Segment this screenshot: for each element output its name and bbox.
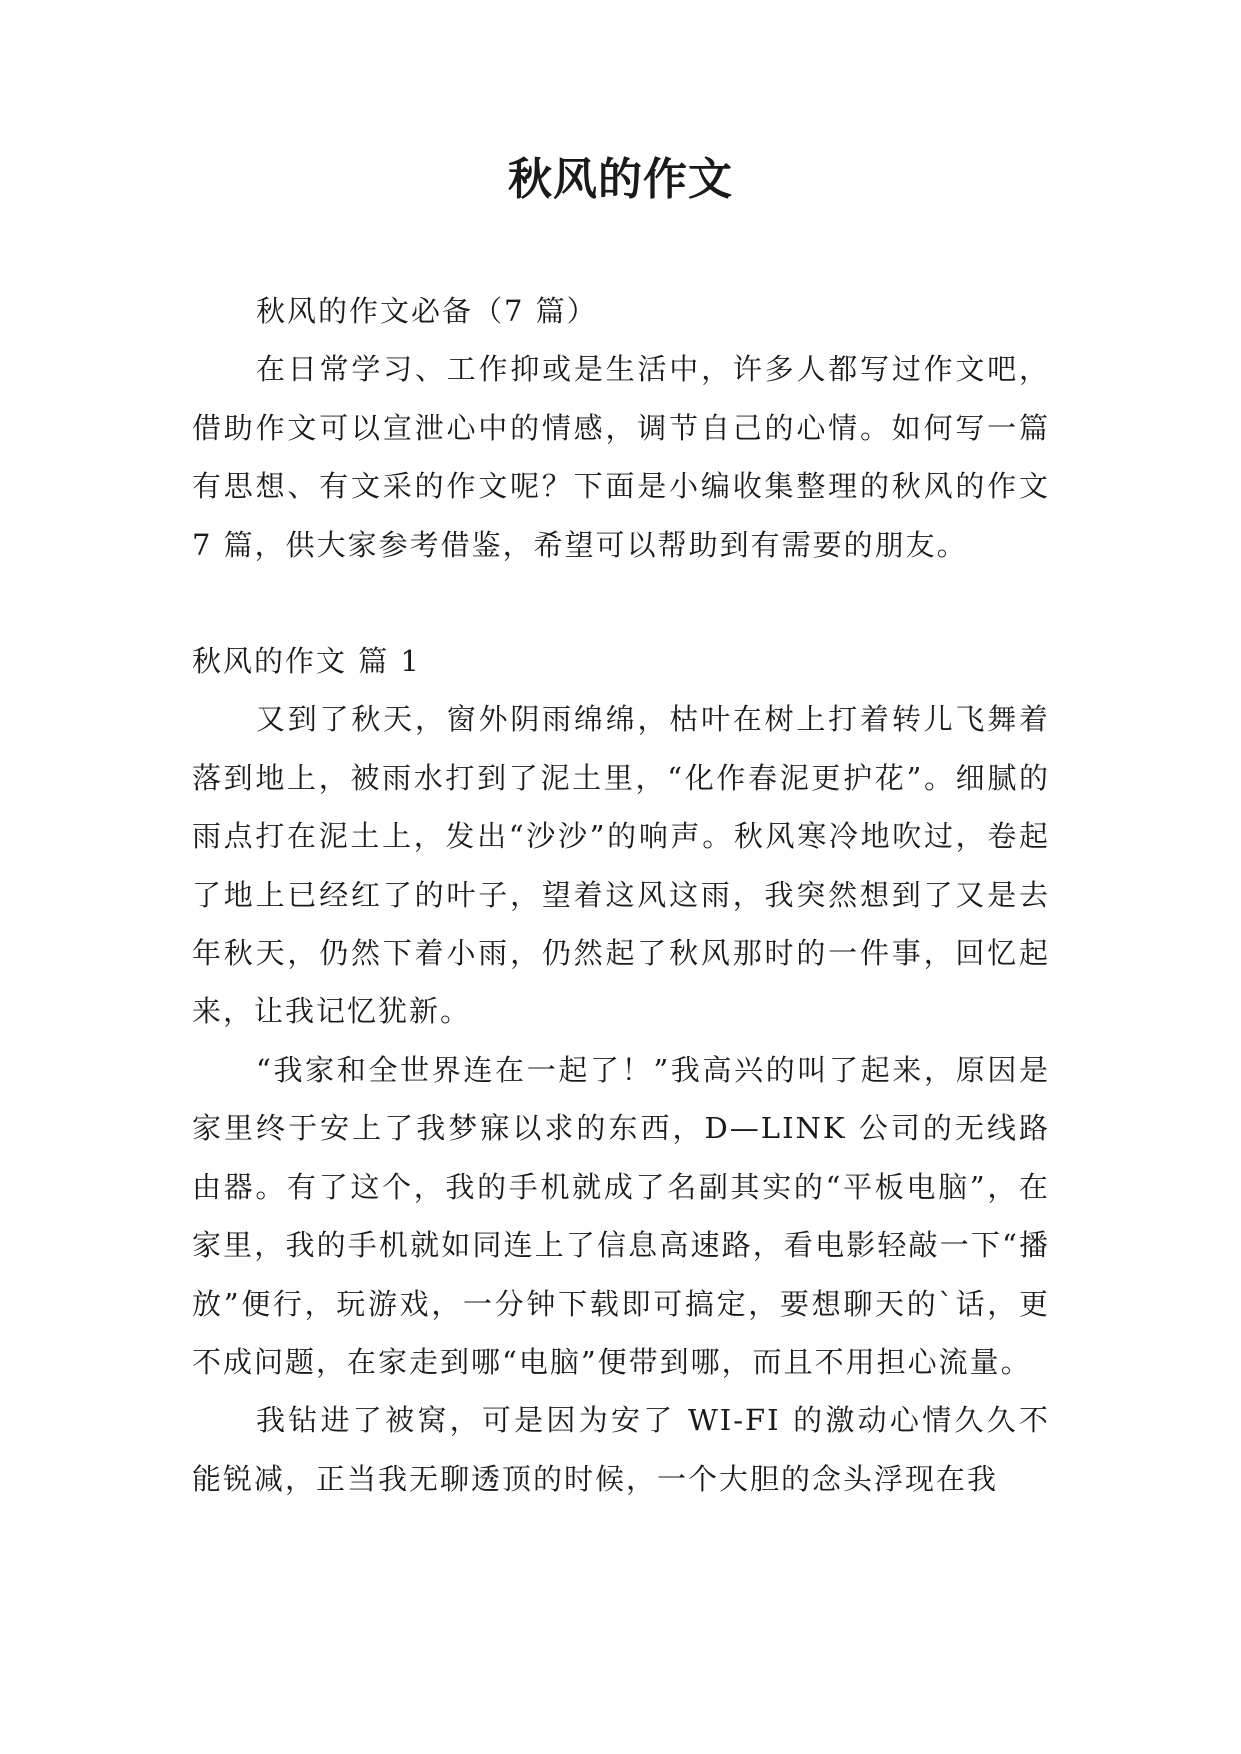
intro-paragraph: 在日常学习、工作抑或是生活中，许多人都写过作文吧，借助作文可以宣泄心中的情感，调节自己的心情。如何写一篇有思想、有文采的作文呢？下面是小编收集整理的秋风的作文 7 篇，供大家参考借鉴，希望可以帮助到有需要的朋友。 — [192, 352, 1050, 562]
body-paragraph-1: 又到了秋天，窗外阴雨绵绵，枯叶在树上打着转儿飞舞着落到地上，被雨水打到了泥土里，“化作春泥更护花”。细腻的雨点打在泥土上，发出“沙沙”的响声。秋风寒冷地吹过，卷起了地上已经红了的叶子，望着这风这雨，我突然想到了又是去年秋天，仍然下着小雨，仍然起了秋风那时的一件事，回忆起来，让我记忆犹新。 — [192, 702, 1050, 1029]
body-paragraph-3: 我钻进了被窝，可是因为安了 WI-FI 的激动心情久久不能锐减，正当我无聊透顶的时候，一个大胆的念头浮现在我 — [192, 1403, 1050, 1496]
document-subtitle: 秋风的作文必备（7 篇） — [256, 294, 598, 328]
section-heading: 秋风的作文 篇 1 — [192, 644, 421, 679]
section-spacer — [192, 574, 1050, 632]
body-paragraph-2: “我家和全世界连在一起了！”我高兴的叫了起来，原因是家里终于安上了我梦寐以求的东西，D—LINK 公司的无线路由器。有了这个，我的手机就成了名副其实的“平板电脑”，在家里，我的手机就如同连上了信息高速路，看电影轻敲一下“播放”便行，玩游戏，一分钟下载即可搞定，要想聊天的`话，更不成问题，在家走到哪“电脑”便带到哪，而且不用担心流量。 — [192, 1052, 1050, 1379]
document-title: 秋风的作文 — [508, 154, 733, 205]
document-body — [192, 282, 1050, 1508]
